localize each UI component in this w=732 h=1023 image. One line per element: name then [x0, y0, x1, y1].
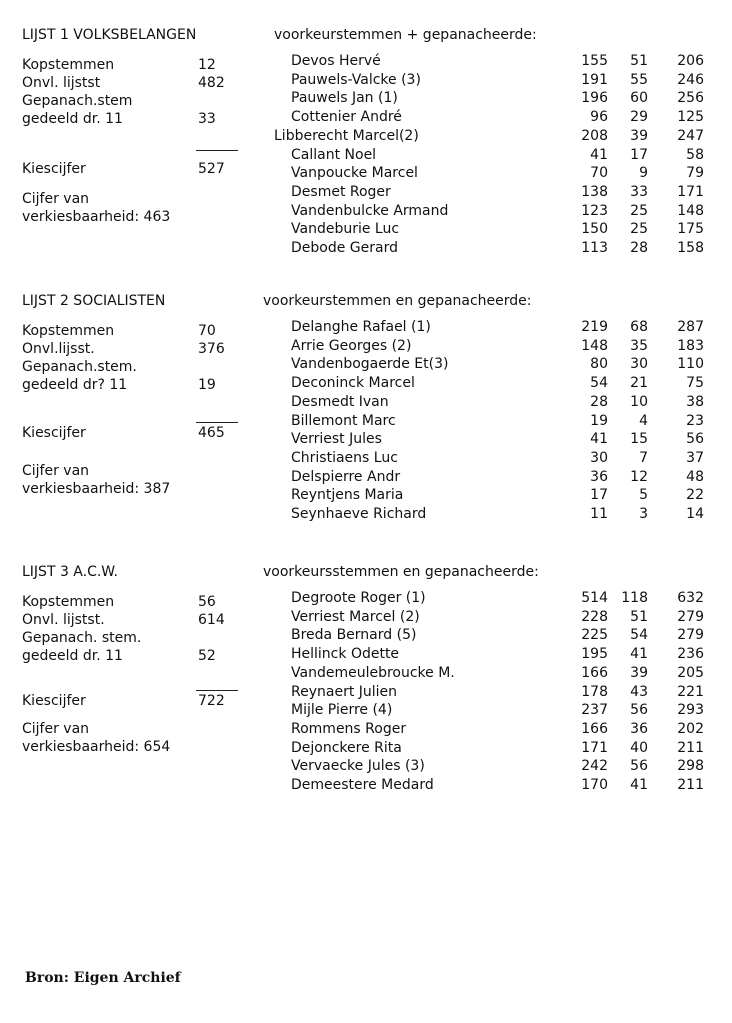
candidate-preference-votes: 96 — [590, 109, 608, 125]
candidate-preference-votes: 219 — [581, 319, 608, 335]
stat-value: 70 — [198, 323, 216, 339]
candidate-name: Seynhaeve Richard — [291, 506, 427, 522]
candidate-total-votes: 247 — [677, 128, 704, 144]
candidate-panachage-votes: 10 — [630, 394, 648, 410]
kiescijfer-value: 527 — [198, 161, 225, 177]
cijfer-label: Cijfer van — [22, 721, 90, 737]
candidate-name: Deconinck Marcel — [291, 375, 415, 391]
candidate-preference-votes: 228 — [581, 609, 608, 625]
candidate-total-votes: 202 — [677, 721, 704, 737]
candidate-preference-votes: 11 — [590, 506, 608, 522]
list-title: LIJST 2 SOCIALISTEN — [22, 293, 166, 309]
candidate-panachage-votes: 29 — [630, 109, 648, 125]
candidate-panachage-votes: 5 — [639, 487, 648, 503]
candidate-panachage-votes: 118 — [621, 590, 648, 606]
candidate-preference-votes: 191 — [581, 72, 608, 88]
candidate-preference-votes: 19 — [590, 413, 608, 429]
candidate-name: Rommens Roger — [291, 721, 407, 737]
candidate-preference-votes: 196 — [581, 90, 608, 106]
candidate-name: Cottenier André — [291, 109, 402, 125]
candidate-panachage-votes: 60 — [630, 90, 648, 106]
candidate-panachage-votes: 21 — [630, 375, 648, 391]
candidate-total-votes: 293 — [677, 702, 704, 718]
verkiesbaarheid-label: verkiesbaarheid: 387 — [22, 481, 171, 497]
candidate-panachage-votes: 68 — [630, 319, 648, 335]
candidate-total-votes: 246 — [677, 72, 704, 88]
candidate-name: Debode Gerard — [291, 240, 398, 256]
candidate-total-votes: 158 — [677, 240, 704, 256]
sum-rule — [196, 422, 238, 423]
candidate-total-votes: 236 — [677, 646, 704, 662]
verkiesbaarheid-label: verkiesbaarheid: 463 — [22, 209, 171, 225]
candidate-preference-votes: 178 — [581, 684, 608, 700]
candidate-preference-votes: 70 — [590, 165, 608, 181]
stat-value: 52 — [198, 648, 216, 664]
candidate-total-votes: 37 — [686, 450, 704, 466]
verkiesbaarheid-label: verkiesbaarheid: 654 — [22, 739, 171, 755]
candidate-preference-votes: 41 — [590, 147, 608, 163]
candidate-preference-votes: 41 — [590, 431, 608, 447]
candidate-total-votes: 79 — [686, 165, 704, 181]
stat-label: Onvl. lijstst. — [22, 612, 105, 628]
candidate-preference-votes: 166 — [581, 665, 608, 681]
candidate-panachage-votes: 9 — [639, 165, 648, 181]
candidate-total-votes: 279 — [677, 609, 704, 625]
cijfer-label: Cijfer van — [22, 463, 90, 479]
candidate-total-votes: 148 — [677, 203, 704, 219]
stat-label: gedeeld dr? 11 — [22, 377, 128, 393]
candidate-name: Demeestere Medard — [291, 777, 434, 793]
candidate-total-votes: 110 — [677, 356, 704, 372]
cijfer-label: Cijfer van — [22, 191, 90, 207]
sum-rule — [196, 690, 238, 691]
candidate-panachage-votes: 30 — [630, 356, 648, 372]
candidate-name: Vervaecke Jules (3) — [291, 758, 425, 774]
candidate-preference-votes: 80 — [590, 356, 608, 372]
candidate-panachage-votes: 28 — [630, 240, 648, 256]
candidate-preference-votes: 113 — [581, 240, 608, 256]
candidate-name: Vandenbulcke Armand — [291, 203, 449, 219]
candidate-name: Verriest Jules — [291, 431, 382, 447]
candidate-name: Mijle Pierre (4) — [291, 702, 393, 718]
sum-rule — [196, 150, 238, 151]
candidate-total-votes: 38 — [686, 394, 704, 410]
list-title: LIJST 3 A.C.W. — [22, 564, 118, 580]
candidate-panachage-votes: 17 — [630, 147, 648, 163]
candidate-total-votes: 221 — [677, 684, 704, 700]
candidate-preference-votes: 155 — [581, 53, 608, 69]
candidate-total-votes: 206 — [677, 53, 704, 69]
stat-value: 56 — [198, 594, 216, 610]
candidate-name: Hellinck Odette — [291, 646, 400, 662]
candidate-total-votes: 23 — [686, 413, 704, 429]
candidate-panachage-votes: 41 — [630, 646, 648, 662]
candidate-name: Degroote Roger (1) — [291, 590, 426, 606]
candidate-name: Billemont Marc — [291, 413, 396, 429]
candidate-preference-votes: 166 — [581, 721, 608, 737]
candidate-panachage-votes: 36 — [630, 721, 648, 737]
stat-label: Kopstemmen — [22, 323, 115, 339]
candidate-name: Vandenbogaerde Et(3) — [291, 356, 449, 372]
candidate-total-votes: 298 — [677, 758, 704, 774]
kiescijfer-value: 465 — [198, 425, 225, 441]
stat-value: 12 — [198, 57, 216, 73]
candidate-name: Arrie Georges (2) — [291, 338, 412, 354]
candidate-preference-votes: 138 — [581, 184, 608, 200]
candidate-name: Vanpoucke Marcel — [291, 165, 418, 181]
candidate-total-votes: 287 — [677, 319, 704, 335]
candidate-name: Desmet Roger — [291, 184, 391, 200]
candidate-name: Pauwels Jan (1) — [291, 90, 398, 106]
candidate-total-votes: 22 — [686, 487, 704, 503]
candidate-name: Christiaens Luc — [291, 450, 398, 466]
candidate-preference-votes: 150 — [581, 221, 608, 237]
stat-label: Onvl. lijstst — [22, 75, 101, 91]
candidate-preference-votes: 30 — [590, 450, 608, 466]
candidate-name: Verriest Marcel (2) — [291, 609, 420, 625]
candidate-name: Libberecht Marcel(2) — [274, 128, 419, 144]
candidate-panachage-votes: 41 — [630, 777, 648, 793]
stat-label: Gepanach. stem. — [22, 630, 142, 646]
candidate-preference-votes: 514 — [581, 590, 608, 606]
candidate-name: Pauwels-Valcke (3) — [291, 72, 421, 88]
stat-value: 33 — [198, 111, 216, 127]
candidate-panachage-votes: 51 — [630, 53, 648, 69]
candidate-total-votes: 75 — [686, 375, 704, 391]
candidate-panachage-votes: 54 — [630, 627, 648, 643]
stat-value: 376 — [198, 341, 225, 357]
candidate-name: Delspierre Andr — [291, 469, 401, 485]
preference-header: voorkeursstemmen en gepanacheerde: — [263, 564, 539, 580]
stat-label: gedeeld dr. 11 — [22, 648, 123, 664]
preference-header: voorkeurstemmen + gepanacheerde: — [274, 27, 537, 43]
candidate-preference-votes: 123 — [581, 203, 608, 219]
candidate-panachage-votes: 39 — [630, 128, 648, 144]
candidate-name: Vandeburie Luc — [291, 221, 400, 237]
candidate-panachage-votes: 56 — [630, 758, 648, 774]
candidate-preference-votes: 225 — [581, 627, 608, 643]
candidate-name: Dejonckere Rita — [291, 740, 402, 756]
kiescijfer-label: Kiescijfer — [22, 425, 86, 441]
stat-label: Onvl.lijsst. — [22, 341, 95, 357]
candidate-total-votes: 56 — [686, 431, 704, 447]
stat-label: Kopstemmen — [22, 57, 115, 73]
stat-value: 614 — [198, 612, 225, 628]
stat-label: Gepanach.stem — [22, 93, 133, 109]
list-title: LIJST 1 VOLKSBELANGEN — [22, 27, 197, 43]
candidate-preference-votes: 36 — [590, 469, 608, 485]
candidate-name: Devos Hervé — [291, 53, 381, 69]
candidate-name: Desmedt Ivan — [291, 394, 389, 410]
candidate-name: Vandemeulebroucke M. — [291, 665, 455, 681]
stat-label: Kopstemmen — [22, 594, 115, 610]
candidate-panachage-votes: 43 — [630, 684, 648, 700]
stat-label: Gepanach.stem. — [22, 359, 137, 375]
candidate-name: Breda Bernard (5) — [291, 627, 417, 643]
candidate-panachage-votes: 56 — [630, 702, 648, 718]
candidate-preference-votes: 242 — [581, 758, 608, 774]
stat-label: gedeeld dr. 11 — [22, 111, 123, 127]
candidate-preference-votes: 208 — [581, 128, 608, 144]
candidate-panachage-votes: 40 — [630, 740, 648, 756]
candidate-panachage-votes: 3 — [639, 506, 648, 522]
candidate-preference-votes: 28 — [590, 394, 608, 410]
candidate-total-votes: 183 — [677, 338, 704, 354]
candidate-total-votes: 632 — [677, 590, 704, 606]
candidate-total-votes: 205 — [677, 665, 704, 681]
candidate-preference-votes: 54 — [590, 375, 608, 391]
candidate-preference-votes: 170 — [581, 777, 608, 793]
candidate-total-votes: 211 — [677, 740, 704, 756]
candidate-preference-votes: 195 — [581, 646, 608, 662]
kiescijfer-value: 722 — [198, 693, 225, 709]
candidate-name: Reynaert Julien — [291, 684, 398, 700]
candidate-name: Delanghe Rafael (1) — [291, 319, 431, 335]
candidate-panachage-votes: 25 — [630, 203, 648, 219]
candidate-panachage-votes: 25 — [630, 221, 648, 237]
stat-value: 19 — [198, 377, 216, 393]
candidate-total-votes: 175 — [677, 221, 704, 237]
candidate-preference-votes: 17 — [590, 487, 608, 503]
kiescijfer-label: Kiescijfer — [22, 161, 86, 177]
candidate-panachage-votes: 7 — [639, 450, 648, 466]
candidate-panachage-votes: 39 — [630, 665, 648, 681]
candidate-total-votes: 125 — [677, 109, 704, 125]
candidate-panachage-votes: 33 — [630, 184, 648, 200]
candidate-total-votes: 48 — [686, 469, 704, 485]
candidate-total-votes: 58 — [686, 147, 704, 163]
preference-header: voorkeurstemmen en gepanacheerde: — [263, 293, 532, 309]
candidate-preference-votes: 237 — [581, 702, 608, 718]
candidate-total-votes: 279 — [677, 627, 704, 643]
candidate-preference-votes: 148 — [581, 338, 608, 354]
source-note: Bron: Eigen Archief — [25, 970, 181, 986]
candidate-name: Callant Noel — [291, 147, 377, 163]
kiescijfer-label: Kiescijfer — [22, 693, 86, 709]
candidate-name: Reyntjens Maria — [291, 487, 404, 503]
candidate-panachage-votes: 12 — [630, 469, 648, 485]
candidate-total-votes: 256 — [677, 90, 704, 106]
candidate-preference-votes: 171 — [581, 740, 608, 756]
candidate-panachage-votes: 55 — [630, 72, 648, 88]
stat-value: 482 — [198, 75, 225, 91]
candidate-panachage-votes: 35 — [630, 338, 648, 354]
candidate-total-votes: 171 — [677, 184, 704, 200]
candidate-total-votes: 211 — [677, 777, 704, 793]
candidate-panachage-votes: 4 — [639, 413, 648, 429]
candidate-panachage-votes: 15 — [630, 431, 648, 447]
candidate-total-votes: 14 — [686, 506, 704, 522]
candidate-panachage-votes: 51 — [630, 609, 648, 625]
